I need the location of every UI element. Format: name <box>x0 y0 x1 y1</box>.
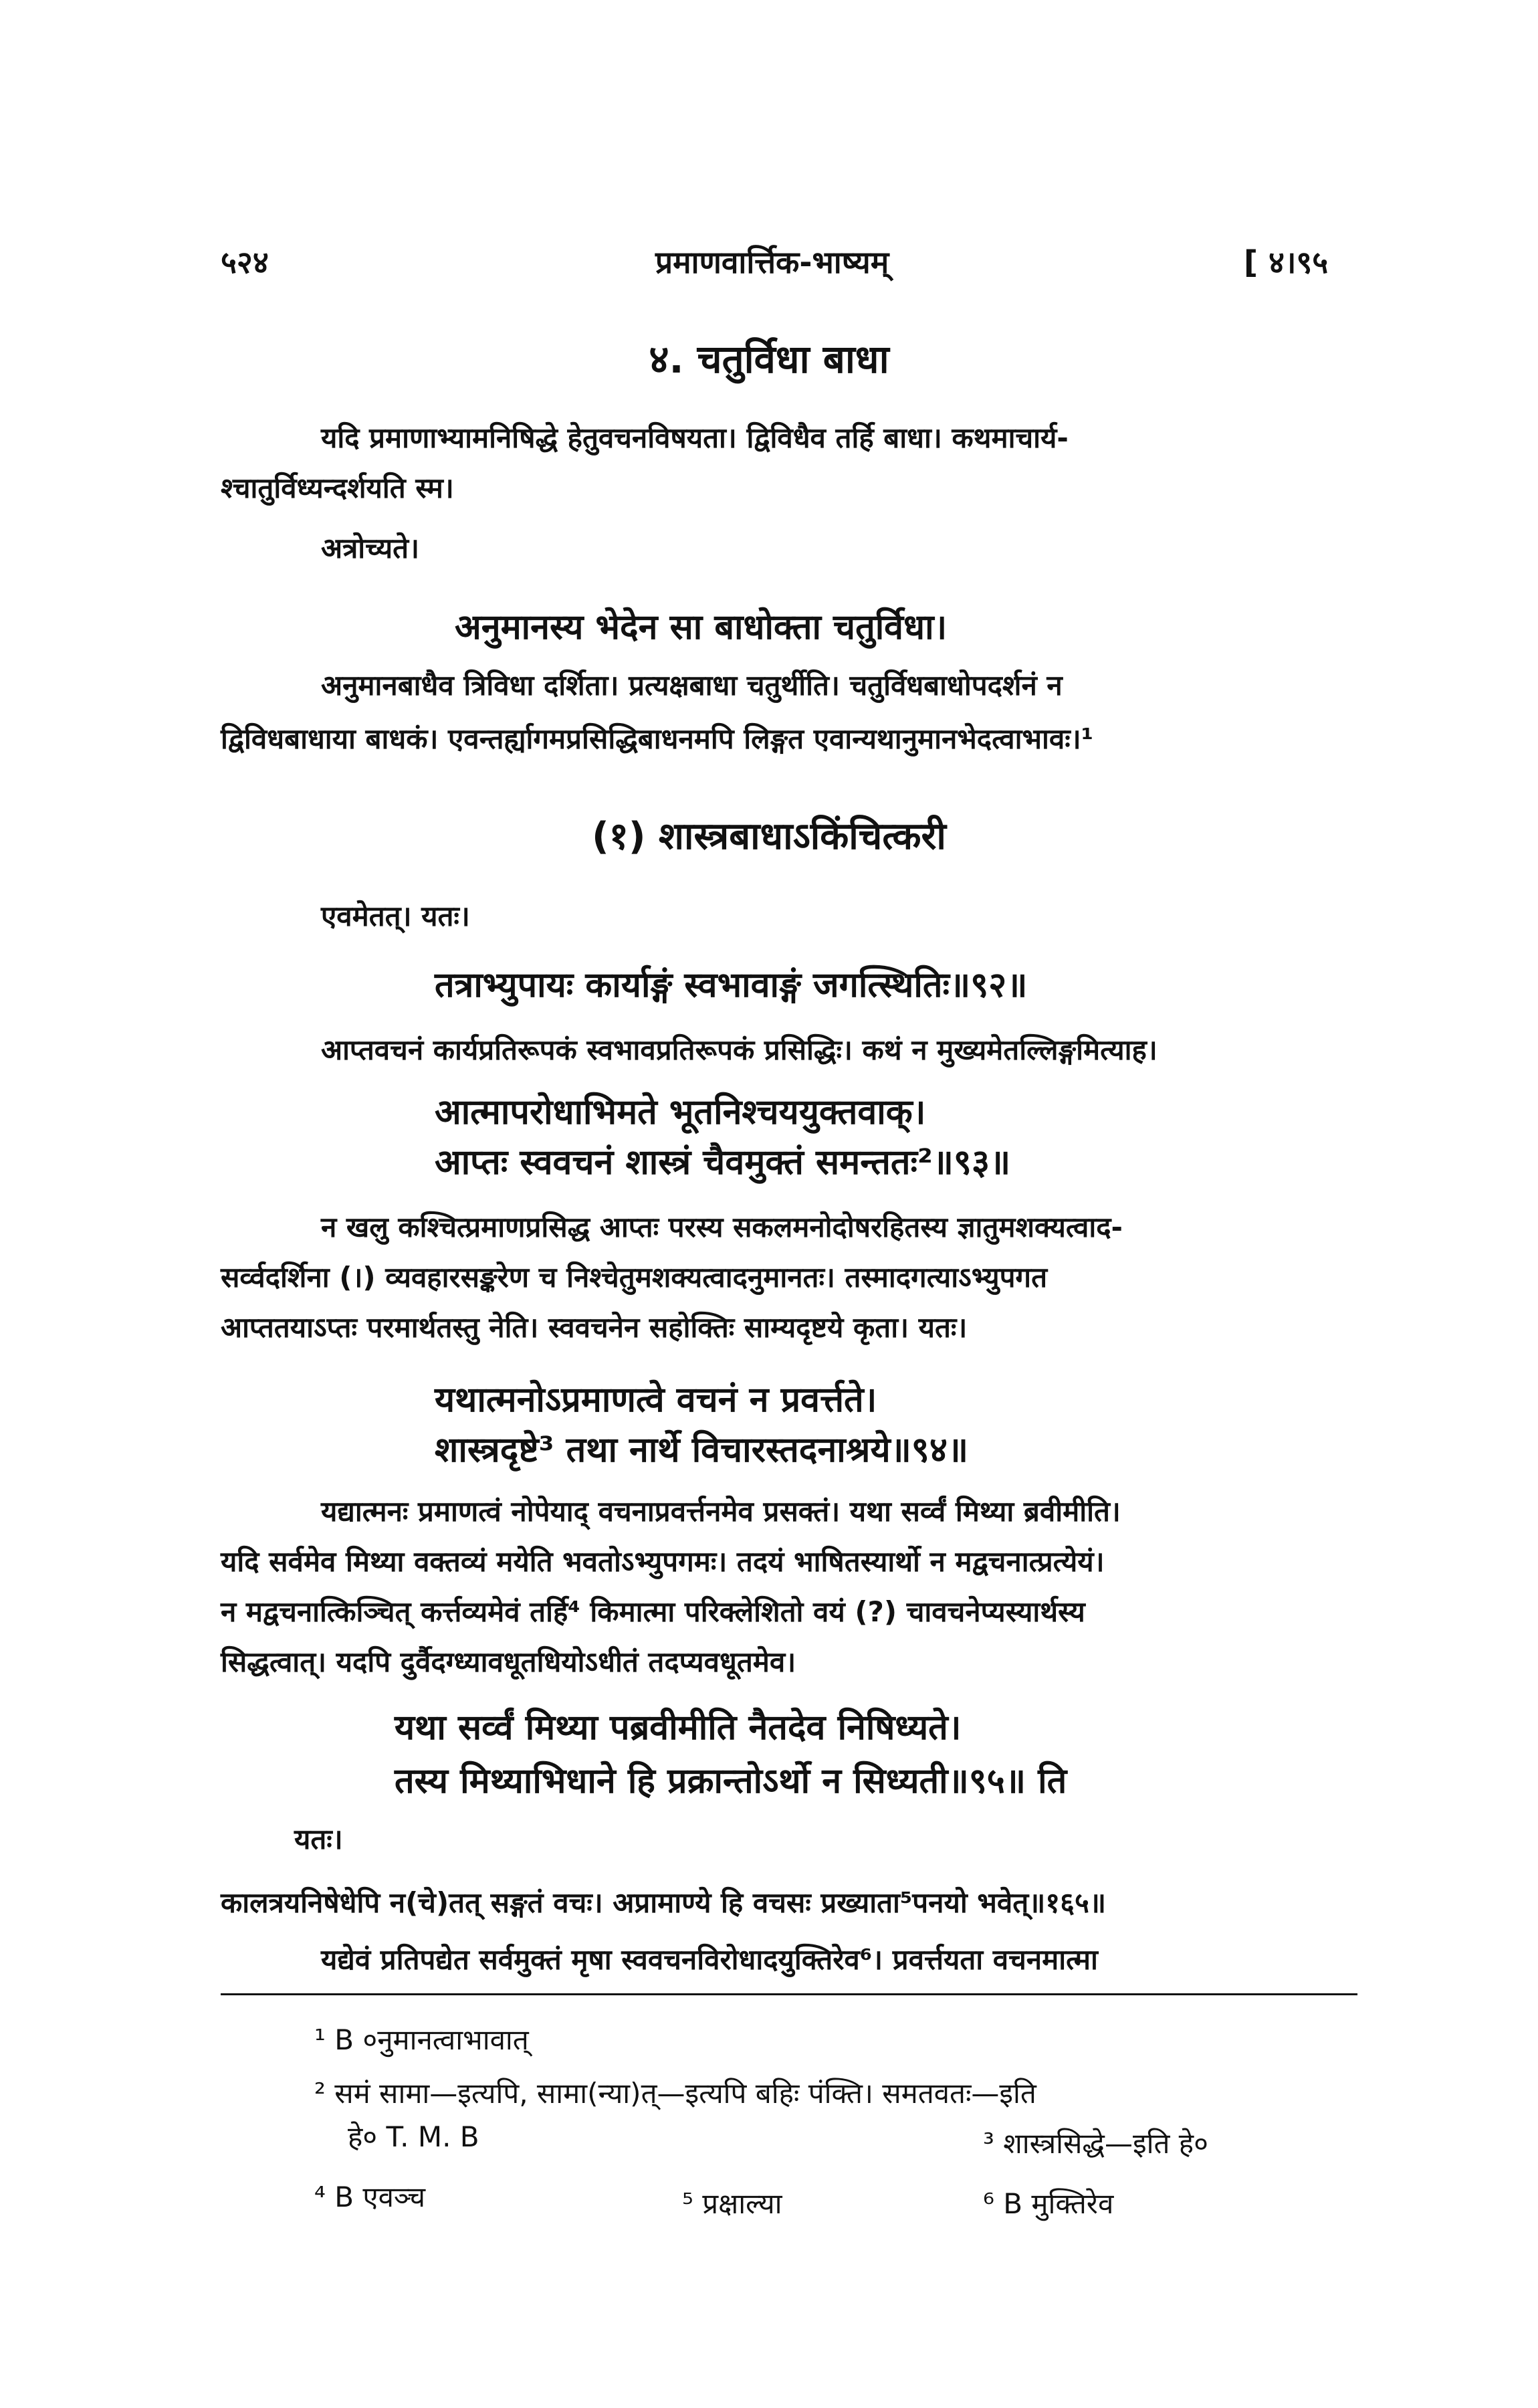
footnote-2-line-1: ² समं सामा—इत्यपि, सामा(न्या)त्—इत्यपि बहिः पंक्ति। समतवतः—इति <box>314 2077 1036 2110</box>
para2-line1: अनुमानबाधैव त्रिविधा दर्शिता। प्रत्यक्षबाधा चतुर्थीति। चतुर्विधबाधोपदर्शनं न <box>321 669 1063 702</box>
para1-line2: श्चातुर्विध्यन्दर्शयति स्म। <box>221 472 454 504</box>
para5-line1: यद्यात्मनः प्रमाणत्वं नोपेयाद् वचनाप्रवर्त्तनमेव प्रसक्तं। यथा सर्व्वं मिथ्या ब्रवीमीति। <box>321 1495 1121 1528</box>
para7-line: यद्येवं प्रतिपद्येत सर्वमुक्तं मृषा स्ववचनविरोधादयुक्तिरेव⁶। प्रवर्त्तयता वचनमात्मा <box>321 1943 1098 1976</box>
footnote-3: ³ शास्त्रसिद्धे—इति हे० <box>983 2127 1208 2160</box>
para4-line1: न खलु कश्चित्प्रमाणप्रसिद्ध आप्तः परस्य सकलमनोदोषरहितस्य ज्ञातुमशक्यत्वाद- <box>321 1211 1123 1243</box>
para6-line: कालत्रयनिषेधेपि न(चे)तत् सङ्गतं वचः। अप्रामाण्ये हि वचसः प्रख्याता⁵पनयो भवेत्॥१६५॥ <box>221 1886 1106 1919</box>
verse-2: तत्राभ्युपायः कार्याङ्गं स्वभावाङ्गं जगत्स्थितिः॥९२॥ <box>435 965 1028 1005</box>
para5-line2: यदि सर्वमेव मिथ्या वक्तव्यं मयेति भवतोऽभ्युपगमः। तदयं भाषितस्यार्थो न मद्वचनात्प्रत्येयं। <box>221 1545 1105 1578</box>
para2-line2: द्विविधबाधाया बाधकं। एवन्तर्ह्यागमप्रसिद्धिबाधनमपि लिङ्गत एवान्यथानुमानभेदत्वाभावः।¹ <box>221 722 1094 755</box>
para5-line4: सिद्धत्वात्। यदपि दुर्वैदग्ध्यावधूतधियोऽधीतं तदप्यवधूतमेव। <box>221 1645 796 1678</box>
verse-5-line-2: तस्य मिथ्याभिधाने हि प्रक्रान्तोऽर्थो न सिध्यती॥९५॥ ति <box>395 1761 1067 1801</box>
footnote-1: ¹ B ०नुमानत्वाभावात् <box>314 2023 529 2056</box>
footnote-divider <box>221 1993 1357 1995</box>
section-ref: [ ४।९५ <box>1244 244 1329 280</box>
running-title: प्रमाणवार्त्तिक-भाष्यम् <box>655 244 889 280</box>
evametat-line: एवमेतत्। यतः। <box>321 900 470 932</box>
para5-line3: न मद्वचनात्किञ्चित् कर्त्तव्यमेवं तर्हि⁴ किमात्मा परिक्लेशितो वयं (?) चावचनेप्यस्यार्थस्य <box>221 1595 1085 1628</box>
verse-3-line-1: आत्मापरोधाभिमते भूतनिश्चययुक्तवाक्। <box>435 1092 926 1132</box>
para4-line3: आप्ततयाऽप्तः परमार्थतस्तु नेति। स्ववचनेन सहोक्तिः साम्यदृष्टये कृता। यतः। <box>221 1311 968 1344</box>
subsection-title: (१) शास्त्रबाधाऽकिंचित्करी <box>592 815 946 858</box>
footnote-5: ⁵ प्रक्षाल्या <box>682 2187 782 2220</box>
atrochyate-line: अत्रोच्यते। <box>321 532 420 565</box>
verse-3-line-2: आप्तः स्ववचनं शास्त्रं चैवमुक्तं समन्ततः²॥९३॥ <box>435 1142 1011 1183</box>
footnote-4: ⁴ B एवञ्च <box>314 2181 426 2213</box>
para1-line1: यदि प्रमाणाभ्यामनिषिद्धे हेतुवचनविषयता। द्विविधैव तर्हि बाधा। कथमाचार्य- <box>321 421 1069 454</box>
page-number: ५२४ <box>221 244 269 280</box>
section-title: ४. चतुर्विधा बाधा <box>649 336 889 382</box>
verse-4-line-2: शास्त्रदृष्टे³ तथा नार्थे विचारस्तदनाश्रये॥९४॥ <box>435 1430 969 1470</box>
para3-line: आप्तवचनं कार्यप्रतिरूपकं स्वभावप्रतिरूपकं प्रसिद्धिः। कथं न मुख्यमेतल्लिङ्गमित्याह। <box>321 1033 1158 1066</box>
verse-5-line-1: यथा सर्व्वं मिथ्या पब्रवीमीति नैतदेव निषिध्यते। <box>395 1708 962 1748</box>
para4-line2: सर्व्वदर्शिना (।) व्यवहारसङ्करेण च निश्चेतुमशक्यत्वादनुमानतः। तस्मादगत्याऽभ्युपगत <box>221 1261 1048 1294</box>
footnote-2-line-2: हे० T. M. B <box>348 2120 479 2153</box>
verse-4-line-1: यथात्मनोऽप्रमाणत्वे वचनं न प्रवर्त्तते। <box>435 1380 877 1420</box>
yatah-line: यतः। <box>294 1823 343 1855</box>
verse-1: अनुमानस्य भेदेन सा बाधोक्ता चतुर्विधा। <box>455 607 948 647</box>
footnote-6: ⁶ B मुक्तिरेव <box>983 2187 1114 2220</box>
